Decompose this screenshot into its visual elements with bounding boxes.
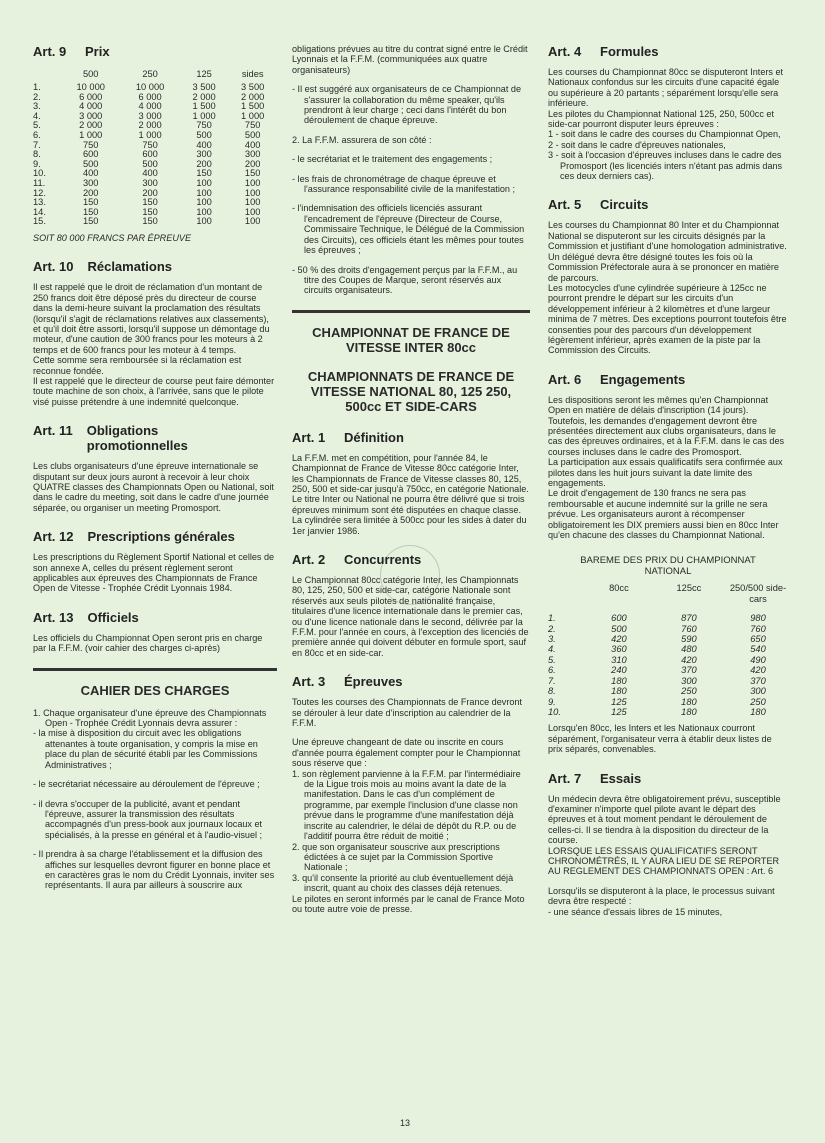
- c3-art7-p1: Un médecin devra être obligatoirement prévu, susceptible d'examiner n'importe quel pilote avant le départ des épreuves et à tout moment pendant le déroulement de celles-ci. Il se tiendra à la disposition du directeur de la course.: [548, 793, 781, 846]
- bareme-cell: 370: [681, 665, 697, 676]
- bareme-cell: 540: [750, 644, 766, 655]
- art9-title: Prix: [85, 44, 110, 59]
- bareme-rank: 5.: [548, 654, 556, 665]
- prix-cell: 600: [82, 149, 99, 160]
- prix-cell: 100: [244, 177, 261, 188]
- champ-inter-title: CHAMPIONNAT DE FRANCE DE VITESSE INTER 80cc: [312, 324, 510, 355]
- prix-cell: 2 000: [79, 120, 103, 131]
- prix-cell: 1 500: [192, 101, 216, 112]
- prix-cell: 500: [244, 129, 261, 140]
- art4-item: 3 - soit à l'occasion d'épreuves incluses dans le cadre des Promosport (les licenciés inters n'étant pas admis dans ces deux derniers cas).: [548, 150, 783, 182]
- c2-art3-heading: [292, 674, 530, 689]
- bareme-table: [548, 583, 788, 717]
- art11-title: Obligations promotionnelles: [86, 423, 188, 454]
- bareme-cell: 125: [611, 696, 627, 707]
- bareme-cell: 420: [681, 654, 697, 665]
- c3-art4-p2: Les pilotes du Championnat National 125, 250, 500cc et side-car pourront disputer leurs épreuves :: [548, 108, 774, 130]
- art3-item: 2. que son organisateur souscrive aux prescriptions édictées à ce sujet par la Commission Sportive Nationale ;: [292, 841, 500, 873]
- bareme-row: [548, 697, 788, 707]
- prix-rank: 8.: [33, 149, 41, 160]
- prix-rank: 12.: [33, 187, 46, 198]
- prix-rank: 3.: [33, 101, 41, 112]
- prix-cell: 100: [244, 187, 261, 198]
- bareme-rank: 3.: [548, 634, 556, 645]
- prix-cell: 1 500: [241, 101, 265, 112]
- bareme-row: [548, 613, 788, 623]
- c2-art2-title: Concurrents: [344, 551, 422, 567]
- bareme-cell: 180: [750, 706, 766, 717]
- bareme-row: [548, 634, 788, 644]
- art10-title: Réclamations: [87, 259, 173, 275]
- bareme-rank: 10.: [548, 706, 561, 717]
- prix-cell: 100: [196, 197, 212, 208]
- prix-cell: 6 000: [79, 91, 103, 102]
- prix-rank: 10.: [33, 168, 46, 179]
- bareme-cell: 590: [681, 634, 697, 645]
- prix-cell: 150: [142, 216, 158, 227]
- prix-rank: 13.: [33, 197, 46, 208]
- bareme-rank: 1.: [548, 613, 556, 624]
- c3-art7-p2: LORSQUE LES ESSAIS QUALIFICATIFS SERONT CHRONOMÉTRÉS, IL Y AURA LIEU DE SE REPORTER AU REGLEMENT DES CHAMPIONNATS OPEN : Art. 6: [548, 845, 780, 877]
- bareme-cell: 650: [750, 634, 766, 645]
- prix-cell: 400: [196, 139, 212, 150]
- bareme-cell: 180: [611, 686, 627, 697]
- prix-cell: 150: [196, 168, 212, 179]
- art10-num: Art. 10: [33, 259, 74, 275]
- art10-p1: Il est rappelé que le droit de réclamation d'un montant de 250 francs doit être déposé près du directeur de course dans la demi-heure suivant la proclamation des résultats (lorsqu'il s'agit de réclamations relatives aux classements), et qu'il doit être assorti, lorsqu'il suppose un démontage du moteur, d'une caution de 300 francs pour les moteurs à 2 temps et de 600 francs pour les moteur à 4 temps.: [33, 282, 270, 355]
- cahier-items: [33, 728, 277, 890]
- bareme-row: [548, 655, 788, 665]
- bareme-cell: 240: [611, 665, 627, 676]
- c2-item: - Il est suggéré aux organisateurs de ce Championnat de s'assurer la collaboration du même speaker, qu'ils prendront à leur charge ; ceci dans l'intérêt du bon déroulement de chaque épreuve.: [292, 84, 521, 126]
- column-middle: [292, 44, 530, 914]
- prix-cell: 1 000: [79, 129, 103, 140]
- c3-art6-p1: Les dispositions seront les mêmes qu'en Championnat Open en matière de délais d'inscription (14 jours).: [548, 394, 769, 416]
- bareme-cell: 490: [750, 654, 766, 665]
- column-right: [548, 44, 788, 917]
- prix-cell: 750: [196, 120, 212, 131]
- bareme-cell: 600: [611, 613, 627, 624]
- column-left: [33, 44, 277, 900]
- prix-col-header: sides: [241, 69, 264, 80]
- prix-cell: 1 000: [138, 129, 162, 140]
- prix-rank: 15.: [33, 216, 46, 227]
- prix-cell: 3 500: [192, 82, 216, 92]
- bareme-rank: 2.: [548, 623, 556, 634]
- art3-item: 1. son règlement parvienne à la F.F.M. par l'intermédiaire de la Ligue trois mois au moins avant la date de la manifestation. Dans le cas d'un complément de programme, par exemple l'inclusion d'une classe non prévue dans le programme d'une manifestation déjà inscrite au calendrier, le délai de dépôt du R.P. ou de l'additif pourra être réduit de moitié ;: [292, 768, 521, 842]
- c3-art5-heading: [548, 197, 788, 212]
- prix-cell: 500: [82, 158, 99, 169]
- prix-cell: 1 000: [241, 110, 265, 121]
- c3-art7-num: Art. 7: [548, 770, 582, 786]
- c2-art3-p3: Le pilotes en seront informés par le canal de France Moto ou toute autre voie de presse.: [292, 893, 525, 914]
- cahier-intro: 1. Chaque organisateur d'une épreuve des Championnats Open - Trophée Crédit Lyonnais devra assurer :: [33, 707, 267, 729]
- cahier-list: [33, 708, 277, 729]
- c3-art5-p3: Les motocycles d'une cylindrée supérieure à 125cc ne pourront prendre le départ sur les circuits d'un développement inférieur à 2 kilomètres et d'une largeur minima de 7 mètres. Des exceptions pourront toutefois être consenties pour des parcours d'un développement légèrement inférieur, après examen de la piste par la Commission des Circuits.: [548, 282, 787, 356]
- art13-title: Officiels: [87, 609, 139, 625]
- prix-cell: 750: [142, 139, 158, 150]
- art11-num: Art. 11: [33, 423, 73, 439]
- art13-heading: [33, 610, 277, 625]
- bareme-note: Lorsqu'en 80cc, les Inters et les Nationaux courront séparément, l'organisateur verra à établir deux listes de prix séparés, convenables.: [548, 723, 772, 755]
- prix-cell: 10 000: [135, 82, 165, 92]
- c2-art1-num: Art. 1: [292, 429, 326, 445]
- prix-cell: 200: [244, 158, 261, 169]
- c2-art3-p1: Toutes les courses des Championnats de France devront se dérouler à leur date d'inscription au calendrier de la F.F.M.: [292, 697, 522, 729]
- prix-cell: 100: [196, 177, 212, 188]
- prix-cell: 4 000: [79, 101, 103, 112]
- c3-art5-p2: Un délégué devra être désigné toutes les fois où la Commission Préfectorale aura à se prononcer en matière de parcours.: [548, 251, 779, 283]
- c2-art3-num: Art. 3: [292, 674, 326, 690]
- prix-cell: 200: [196, 158, 212, 169]
- c3-art6-num: Art. 6: [548, 371, 582, 387]
- prix-cell: 750: [244, 120, 261, 131]
- prix-cell: 4 000: [138, 101, 162, 112]
- watermark-stamp: [380, 545, 440, 605]
- c2-art1-p2: La cylindrée sera limitée à 500cc pour les sides à dater du 1er janvier 1986.: [292, 515, 527, 536]
- bareme-cell: 420: [750, 665, 766, 676]
- c2-items: [292, 84, 530, 126]
- c2-art1-p1: La F.F.M. met en compétition, pour l'année 84, le Championnat de France de Vitesse 80cc catégorie Inter, les Championnats de France de Vitesse classes 80, 125, 250, 500 et side-car jusqu'à 750cc, en catégorie Nationale. Le titre Inter ou National ne pourra être délivré que si trois épreuves minimum sont été disputées en chaque classe.: [292, 452, 529, 515]
- prix-col-header: 125: [196, 69, 212, 80]
- art13-p1: Les officiels du Championnat Open seront pris en charge par la F.F.M. (voir cahier des charges ci-après): [33, 632, 263, 654]
- prix-cell: 100: [196, 206, 212, 217]
- c3-art4-heading: [548, 44, 788, 59]
- bareme-cell: 180: [611, 675, 627, 686]
- c3-art6-p2: Toutefois, les demandes d'engagement devront être présentées directement aux clubs organisateurs, dans le cas des épreuves ordinaires, et à la F.F.M. dans le cas des courses incluses dans le cadre des Promosport.: [548, 415, 785, 457]
- c2-art2-num: Art. 2: [292, 551, 326, 567]
- prix-cell: 2 000: [241, 91, 265, 102]
- c2-art3-items: [292, 769, 530, 894]
- ffm-item: - le secrétariat et le traitement des engagements ;: [292, 154, 493, 165]
- bareme-cell: 300: [681, 675, 697, 686]
- prix-cell: 400: [142, 168, 158, 179]
- c2-cont: obligations prévues au titre du contrat signé entre le Crédit Lyonnais et la F.F.M. (communiquées aux quatre organisateurs): [292, 44, 528, 75]
- art11-p1: Les clubs organisateurs d'une épreuve internationale se disputant sur deux jours auront à recevoir à leur choix QUATRE classes des Championnats Open ou National, soit dans le cadre du meeting, soit dans le cadre d'une journée séparée, ou organiser un meeting Promosport.: [33, 461, 274, 513]
- prix-rank: 5.: [33, 120, 41, 131]
- bareme-cell: 250: [750, 696, 766, 707]
- bareme-rank: 7.: [548, 675, 556, 686]
- prix-cell: 1 000: [192, 110, 216, 121]
- art9-num: Art. 9: [33, 44, 67, 59]
- bareme-col-header: 125cc: [676, 583, 702, 594]
- art10-p2: Cette somme sera remboursée si la réclamation est reconnue fondée.: [33, 355, 242, 376]
- c3-art5-p1: Les courses du Championnat 80 Inter et du Championnat National se disputeront sur les circuits désignés par la Commission et justifiant d'une homologation administrative.: [548, 220, 787, 252]
- prix-cell: 100: [196, 216, 212, 227]
- prix-cell: 300: [142, 177, 158, 188]
- c3-art6-p3: La participation aux essais qualificatifs sera confirmée aux pilotes dans les huit jours suivant la date limite des engagements.: [548, 457, 783, 488]
- bareme-row: [548, 644, 788, 654]
- prix-cell: 400: [82, 168, 99, 179]
- bareme-row: [548, 624, 788, 634]
- section-divider: [33, 668, 277, 671]
- c3-art4-title: Formules: [600, 44, 659, 59]
- c3-art4-items: [548, 129, 788, 181]
- bareme-cell: 125: [611, 706, 627, 717]
- prix-cell: 200: [82, 187, 99, 198]
- art11-heading: [33, 423, 277, 453]
- prix-rank: 9.: [33, 158, 41, 169]
- prix-rank: 4.: [33, 110, 41, 121]
- bareme-cell: 500: [611, 623, 627, 634]
- ffm-item: - 50 % des droits d'engagement perçus par la F.F.M., au titre des Coupes de Marque, seront réservés aux circuits organisateurs.: [292, 264, 518, 296]
- prix-cell: 2 000: [138, 120, 162, 131]
- prix-rank: 6.: [33, 129, 41, 140]
- art4-item: 2 - soit dans le cadre d'épreuves nationales,: [548, 139, 726, 150]
- c3-art4-p1: Les courses du Championnat 80cc se disputeront Inters et Nationaux confondus sur les circuits d'une capacité égale ou supérieure à 20 partants ; séparément lorsqu'elle sera inférieure.: [548, 67, 784, 109]
- prix-rank: 1.: [33, 82, 41, 92]
- bareme-rank: 9.: [548, 696, 556, 707]
- bareme-rank: 4.: [548, 644, 556, 655]
- c3-art5-num: Art. 5: [548, 197, 582, 213]
- cahier-item: - le secrétariat nécessaire au déroulement de l'épreuve ;: [33, 779, 260, 790]
- bareme-cell: 760: [681, 623, 697, 634]
- bareme-cell: 180: [681, 696, 697, 707]
- bareme-cell: 300: [750, 686, 766, 697]
- art4-item: 1 - soit dans le cadre des courses du Championnat Open,: [548, 129, 781, 140]
- bareme-rank: 8.: [548, 686, 556, 697]
- prix-cell: 200: [142, 187, 158, 198]
- prix-cell: 2 000: [192, 91, 216, 102]
- bareme-row: [548, 686, 788, 696]
- prix-cell: 100: [244, 216, 261, 227]
- bareme-col-header: 250/500 side-cars: [729, 583, 787, 604]
- prix-cell: 300: [82, 177, 99, 188]
- prix-col-header: 250: [142, 69, 158, 80]
- prix-cell: 750: [82, 139, 99, 150]
- prix-cell: 500: [196, 129, 212, 140]
- prix-note: SOIT 80 000 FRANCS PAR ÉPREUVE: [33, 232, 192, 243]
- c3-art7-heading: [548, 771, 788, 786]
- prix-cell: 100: [244, 197, 261, 208]
- c2-art3-p2: Une épreuve changeant de date ou inscrite en cours d'année pourra également compter pour le Championnat sous réserve que :: [292, 737, 521, 769]
- cahier-title: CAHIER DES CHARGES: [80, 682, 230, 698]
- art10-heading: [33, 259, 277, 274]
- prix-cell: 150: [142, 206, 158, 217]
- prix-rank: 14.: [33, 206, 46, 217]
- c3-art6-heading: [548, 372, 788, 387]
- prix-cell: 150: [244, 168, 261, 179]
- c2-art2-p1: Le Championnat 80cc catégorie Inter, les Championnats 80, 125, 250, 500 et side-car, catégorie Nationale sont réservés aux seuls pilotes de nationalité française, titulaires d'une licence internationale dans le premier cas, ou d'une licence nationale dans le second, délivrée par la F.F.M. pour l'année en cours, à l'exception des licenciés de première année qui doivent débuter en formule sport, sauf en 80cc et en side-car.: [292, 574, 529, 658]
- cahier-item: - la mise à disposition du circuit avec les obligations attenantes à toute organisation, y compris la mise en place du plan de sécurité établi par les Commissions Administratives ;: [33, 728, 258, 770]
- c2-art3-title: Épreuves: [344, 674, 403, 690]
- bareme-cell: 310: [611, 654, 627, 665]
- prix-cell: 100: [244, 206, 261, 217]
- bareme-title: BAREME DES PRIX DU CHAMPIONNAT NATIONAL: [580, 555, 756, 577]
- prix-cell: 3 500: [241, 82, 265, 92]
- art12-heading: [33, 529, 277, 544]
- bareme-cell: 370: [750, 675, 766, 686]
- c3-art7-title: Essais: [600, 770, 642, 786]
- bareme-cell: 480: [681, 644, 697, 655]
- art10-p3: Il est rappelé que le directeur de course peut faire démonter toute machine de son choix, à l'arrivée, sans que le pilote visé puisse prétendre à une indemnité quelconque.: [33, 375, 275, 407]
- art3-item: 3. qu'il consente la priorité au club éventuellement déjà inscrit, quant au choix des classes déjà retenues.: [292, 872, 514, 894]
- prix-cell: 10 000: [76, 82, 105, 92]
- c3-art7-p4: - une séance d'essais libres de 15 minutes,: [548, 906, 723, 917]
- c2-ffm-items: [292, 154, 530, 295]
- cahier-item: - il devra s'occuper de la publicité, avant et pendant l'épreuve, assurer la transmission des résultats accompagnés d'un press-book aux journaux locaux et spécialisés, à la presse en général et à l'audio-visuel ;: [33, 798, 263, 840]
- bareme-cell: 980: [750, 613, 766, 624]
- prix-cell: 300: [196, 149, 212, 160]
- c3-art7-p3: Lorsqu'ils se disputeront à la place, le processus suivant devra être respecté :: [548, 885, 775, 907]
- prix-cell: 300: [244, 149, 261, 160]
- art13-num: Art. 13: [33, 609, 74, 625]
- prix-header-row: [33, 67, 277, 83]
- prix-table: [33, 67, 277, 227]
- c3-art6-p4: Le droit d'engagement de 130 francs ne sera pas remboursable et aucune indemnité sur la grille ne sera prévue. Les organisateurs auront à récompenser obligatoirement les DIX premiers aussi bien en 80cc Inter qu'en chacune des classes du Championnat National.: [548, 488, 779, 541]
- prix-cell: 3 000: [138, 110, 162, 121]
- bareme-row: [548, 676, 788, 686]
- prix-cell: 100: [196, 187, 212, 198]
- prix-cell: 6 000: [138, 91, 162, 102]
- art12-title: Prescriptions générales: [87, 529, 235, 545]
- art12-p1: Les prescriptions du Règlement Sportif National et celles de son annexe A, celles du présent règlement seront applicables aux épreuves des Championnats de France Open de Vitesse - Trophée Crédit Lyonnais 1984.: [33, 552, 275, 594]
- prix-cell: 500: [142, 158, 158, 169]
- ffm-item: - les frais de chronométrage de chaque épreuve et l'assurance responsabilité civile de la manifestation ;: [292, 173, 516, 195]
- c3-art4-num: Art. 4: [548, 44, 582, 59]
- prix-cell: 150: [82, 206, 99, 217]
- bareme-header-row: [548, 583, 788, 613]
- prix-cell: 400: [244, 139, 261, 150]
- bareme-cell: 250: [681, 686, 697, 697]
- prix-rank: 7.: [33, 139, 41, 150]
- champ-nat-title: CHAMPIONNATS DE FRANCE DE VITESSE NATIONAL 80, 125 250, 500cc ET SIDE-CARS: [307, 368, 515, 414]
- prix-col-header: 500: [82, 69, 99, 80]
- prix-cell: 150: [82, 216, 99, 227]
- bareme-row: [548, 707, 788, 717]
- prix-cell: 150: [82, 197, 99, 208]
- prix-cell: 600: [142, 149, 158, 160]
- c2-ffm: 2. La F.F.M. assurera de son côté :: [292, 134, 432, 145]
- bareme-cell: 420: [611, 634, 627, 645]
- cahier-item: - Il prendra à sa charge l'établissement et la diffusion des affiches sur lesquelles devront figurer en bonne place et en caractères gras le nom du Crédit Lyonnais, inviter ses représentants. Il aura par ailleurs à souscrire aux: [33, 849, 275, 891]
- bareme-cell: 180: [681, 706, 697, 717]
- c2-art1-heading: [292, 430, 530, 445]
- bareme-row: [548, 665, 788, 675]
- bareme-rank: 6.: [548, 665, 556, 676]
- prix-row: [33, 217, 277, 227]
- c2-art1-title: Définition: [344, 429, 404, 445]
- section-divider: [292, 310, 530, 313]
- prix-cell: 150: [142, 197, 158, 208]
- prix-cell: 3 000: [79, 110, 103, 121]
- art12-num: Art. 12: [33, 529, 74, 545]
- c3-art6-title: Engagements: [600, 371, 686, 387]
- page-number: 13: [400, 1118, 411, 1128]
- bareme-cell: 360: [611, 644, 627, 655]
- ffm-item: - l'indemnisation des officiels licenciés assurant l'encadrement de l'épreuve (Directeur de Course, Commissaire Technique, le Délégué de la Commission des Circuits), ces officiels étant les mêmes pour toutes les épreuves ;: [292, 203, 525, 256]
- bareme-col-header: 80cc: [609, 583, 629, 594]
- c3-art5-title: Circuits: [600, 197, 649, 213]
- bareme-cell: 870: [681, 613, 697, 624]
- prix-rank: 2.: [33, 91, 41, 102]
- prix-rank: 11.: [33, 177, 46, 188]
- art9-heading: [33, 44, 277, 59]
- bareme-cell: 760: [750, 623, 766, 634]
